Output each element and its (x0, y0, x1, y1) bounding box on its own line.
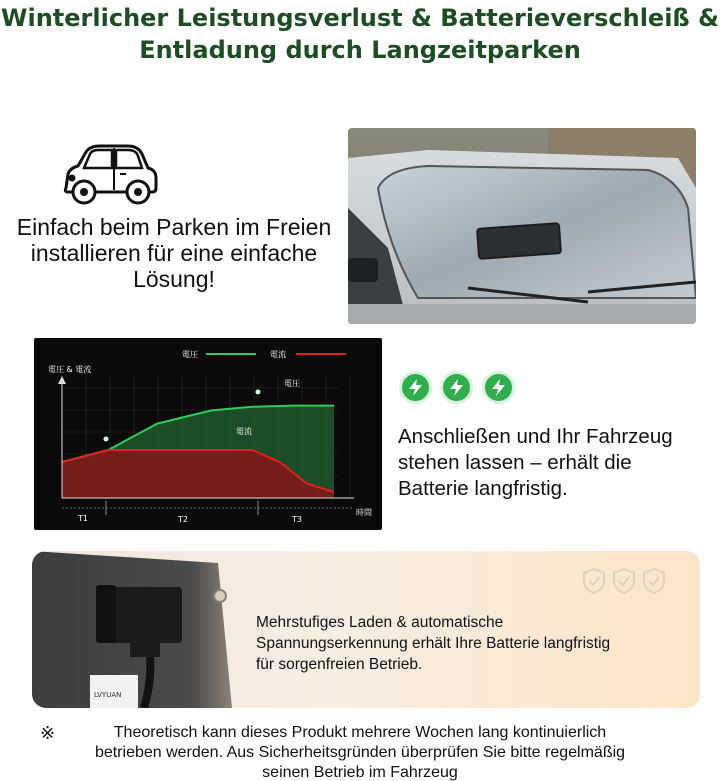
leave-line-2: stehen lassen – erhält die (398, 451, 632, 474)
legend-current-label: 電流 (270, 350, 286, 359)
phase-t3: T3 (292, 515, 302, 524)
voltage-curve-label: 電圧 (284, 379, 300, 388)
parking-line-3: Lösung! (133, 266, 215, 292)
note-line-2: betrieben werden. Aus Sicherheitsgründen überprüfen Sie bitte regelmäßig (94, 744, 626, 761)
phase-t1: T1 (78, 514, 88, 523)
legend-voltage-label: 電圧 (182, 350, 198, 359)
chart-ylabel: 電圧 & 電流 (48, 365, 92, 374)
shield-icon (614, 569, 634, 593)
leave-connected-text (398, 424, 720, 502)
car-icon (58, 140, 162, 210)
bolt-icon (443, 374, 470, 401)
bolt-icons (402, 374, 522, 402)
charge-controller-photo (32, 551, 232, 708)
charging-line-1: Mehrstufiges Laden & automatische (256, 614, 504, 631)
charging-line-2: Spannungserkennung erhält Ihre Batterie langfristig (256, 635, 611, 652)
disclaimer-note (0, 723, 720, 781)
bolt-icon (402, 374, 429, 401)
charging-text (256, 612, 696, 675)
charging-curve-chart (34, 338, 382, 530)
charging-line-3: für sorgenfreien Betrieb. (256, 656, 423, 673)
title-line-2: Entladung durch Langzeitparken (139, 36, 581, 64)
phase-t2: T2 (178, 515, 188, 524)
shield-icon (644, 569, 664, 593)
charging-info-panel (32, 551, 700, 708)
y-axis-arrow (58, 376, 66, 384)
note-mark: ※ (40, 723, 56, 743)
chart-xlabel: 時間 (356, 508, 372, 517)
leave-line-1: Anschließen und Ihr Fahrzeug (398, 425, 673, 448)
note-line-1: Theoretisch kann dieses Produkt mehrere Wochen lang kontinuierlich (113, 724, 607, 741)
current-curve-label: 電流 (236, 427, 252, 436)
title-line-1: Winterlicher Leistungsverlust & Batterieverschleiß & (1, 4, 719, 32)
voltage-point-2 (256, 390, 261, 395)
bolt-icon (485, 374, 512, 401)
parking-line-2: installieren für eine einfache (30, 240, 318, 266)
voltage-point-1 (104, 437, 109, 442)
parking-line-1: Einfach beim Parken im Freien (16, 214, 332, 240)
parking-text (0, 214, 348, 292)
page-title (0, 2, 720, 66)
note-line-3: seinen Betrieb im Fahrzeug (262, 764, 458, 781)
brand-label: LVYUAN (94, 691, 122, 699)
car-windshield-photo (348, 128, 696, 324)
shield-icon (584, 569, 604, 593)
shield-icons (582, 566, 666, 596)
leave-line-3: Batterie langfristig. (398, 477, 568, 500)
